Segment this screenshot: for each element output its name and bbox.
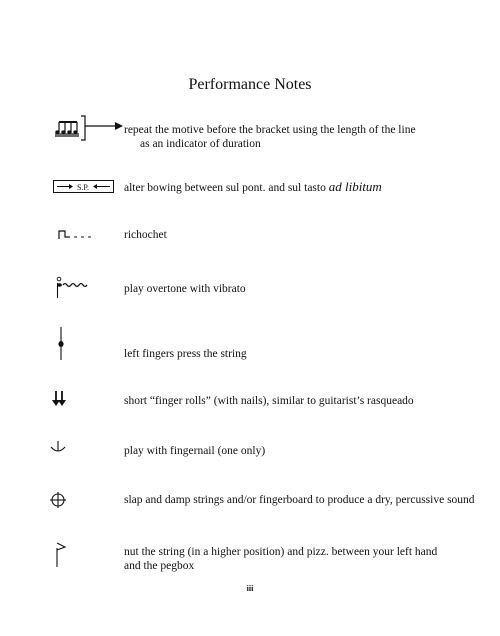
note-text-line2: and the pegbox — [124, 560, 195, 572]
ricochet-bracket-dashes-icon — [58, 229, 98, 241]
note-slap-damp: slap and damp strings and/or fingerboard to produce a dry, percussive sound — [124, 494, 475, 506]
note-nut-string — [124, 545, 494, 573]
note-finger-rolls: short “finger rolls” (with nails), similar to guitarist’s rasqueado — [124, 395, 414, 407]
overtone-vibrato-wave-icon — [54, 276, 92, 300]
note-text-line2: as an indicator of duration — [140, 138, 261, 150]
note-ricochet: richochet — [124, 229, 167, 241]
note-fingernail: play with fingernail (one only) — [124, 445, 266, 457]
page-number: iii — [246, 584, 254, 593]
fingernail-pluck-icon — [50, 441, 66, 455]
nut-string-flag-note-icon — [54, 542, 68, 568]
note-sul-pont — [124, 180, 494, 195]
note-repeat-motive — [124, 123, 494, 151]
sul-pont-label: S.P. — [76, 183, 90, 192]
note-text-line1: nut the string (in a higher position) and pizz. between your left hand — [124, 546, 438, 558]
note-text: alter bowing between sul pont. and sul tasto — [124, 182, 326, 194]
sul-pont-boxed-arrows-icon — [53, 180, 115, 194]
note-emphasis: ad libitum — [328, 179, 382, 194]
page-title: Performance Notes — [188, 76, 312, 93]
finger-rolls-double-down-arrow-icon — [52, 391, 68, 407]
note-overtone-vibrato: play overtone with vibrato — [124, 283, 246, 295]
note-text-line1: repeat the motive before the bracket using the length of the line — [124, 124, 416, 136]
left-finger-press-note-icon — [57, 327, 67, 361]
slap-damp-crosshair-circle-icon — [50, 492, 66, 508]
repeat-motive-bracket-arrow-icon — [55, 113, 125, 143]
note-left-fingers-press: left fingers press the string — [124, 348, 247, 360]
